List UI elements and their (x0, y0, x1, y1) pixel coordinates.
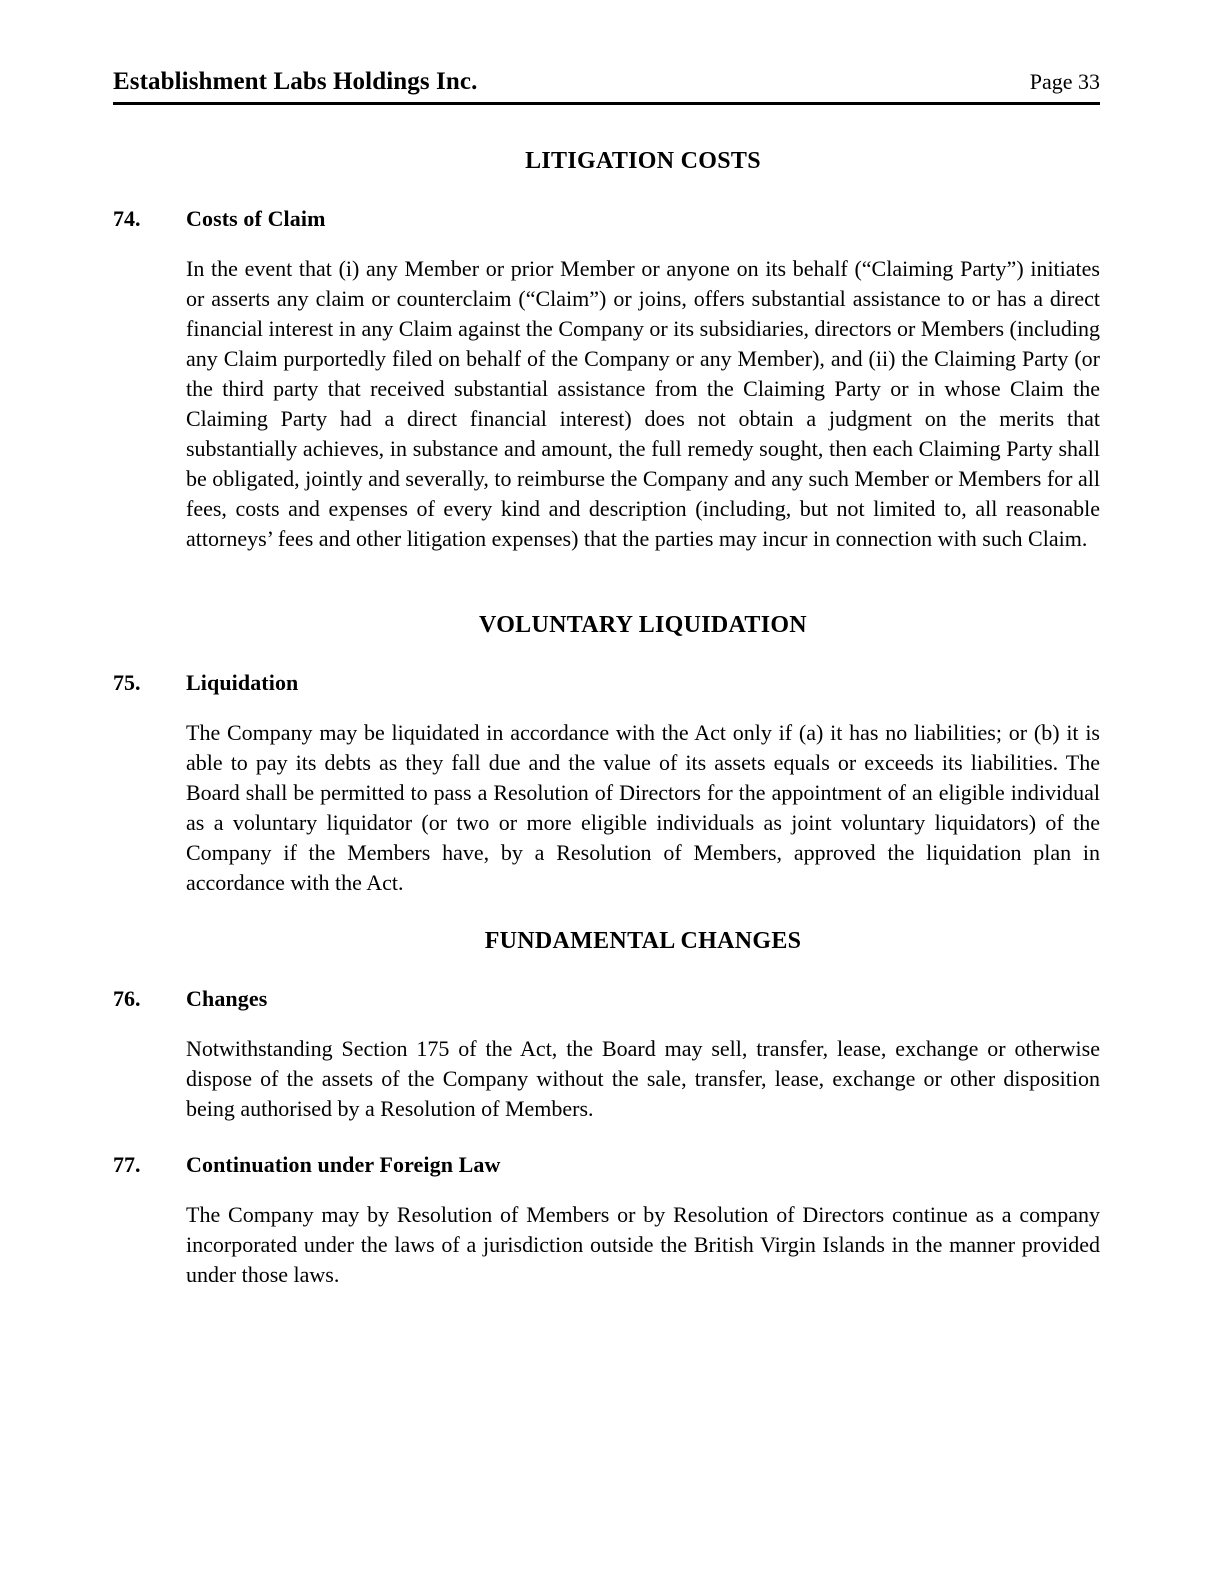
clause-74-number: 74. (113, 206, 141, 231)
page-running-header (113, 68, 1100, 96)
header-divider-rule (113, 102, 1100, 105)
section-heading-litigation-costs: LITIGATION COSTS (525, 148, 761, 174)
section-heading-voluntary-liquidation: VOLUNTARY LIQUIDATION (479, 612, 807, 638)
clause-74-title: Costs of Claim (186, 206, 326, 231)
clause-74-body: In the event that (i) any Member or prior Member or anyone on its behalf (“Claiming Party”) initiates or asserts any claim or counterclaim (“Claim”) or joins, offers substantial assistance to or has a direct financial interest in any Claim against the Company or its subsidiaries, directors or Members (including any Claim purportedly filed on behalf of the Company or any Member), and (ii) the Claiming Party (or the third party that received substantial assistance from the Claiming Party or in whose Claim the Claiming Party had a direct financial interest) does not obtain a judgment on the merits that substantially achieves, in substance and amount, the full remedy sought, then each Claiming Party shall be obligated, jointly and severally, to reimburse the Company and any such Member or Members for all fees, costs and expenses of every kind and description (including, but not limited to, all reasonable attorneys’ fees and other litigation expenses) that the parties may incur in connection with such Claim. (186, 256, 1100, 551)
clause-77 (113, 1152, 1100, 1290)
clause-77-number: 77. (113, 1152, 141, 1177)
clause-75 (113, 670, 1100, 898)
clause-75-body: The Company may be liquidated in accordance with the Act only if (a) it has no liabilities; or (b) it is able to pay its debts as they fall due and the value of its assets equals or exceeds its liabilities. The Board shall be permitted to pass a Resolution of Directors for the appointment of an eligible individual as a voluntary liquidator (or two or more eligible individuals as joint voluntary liquidators) of the Company if the Members have, by a Resolution of Members, approved the liquidation plan in accordance with the Act. (186, 720, 1100, 895)
header-page-number: Page 33 (1029, 69, 1100, 94)
header-company-name: Establishment Labs Holdings Inc. (113, 68, 478, 95)
clause-77-body: The Company may by Resolution of Members or by Resolution of Directors continue as a company incorporated under the laws of a jurisdiction outside the British Virgin Islands in the manner provided under those laws. (186, 1202, 1100, 1287)
clause-76-title: Changes (186, 986, 268, 1011)
clause-76-number: 76. (113, 986, 141, 1011)
clause-74 (113, 206, 1100, 554)
clause-75-title: Liquidation (186, 670, 299, 695)
document-body (113, 122, 1100, 1290)
clause-76-body: Notwithstanding Section 175 of the Act, the Board may sell, transfer, lease, exchange or otherwise dispose of the assets of the Company without the sale, transfer, lease, exchange or other disposition being authorised by a Resolution of Members. (186, 1036, 1100, 1121)
section-heading-fundamental-changes: FUNDAMENTAL CHANGES (484, 928, 802, 954)
clause-76 (113, 986, 1100, 1124)
clause-75-number: 75. (113, 670, 141, 695)
clause-77-title: Continuation under Foreign Law (186, 1152, 501, 1177)
